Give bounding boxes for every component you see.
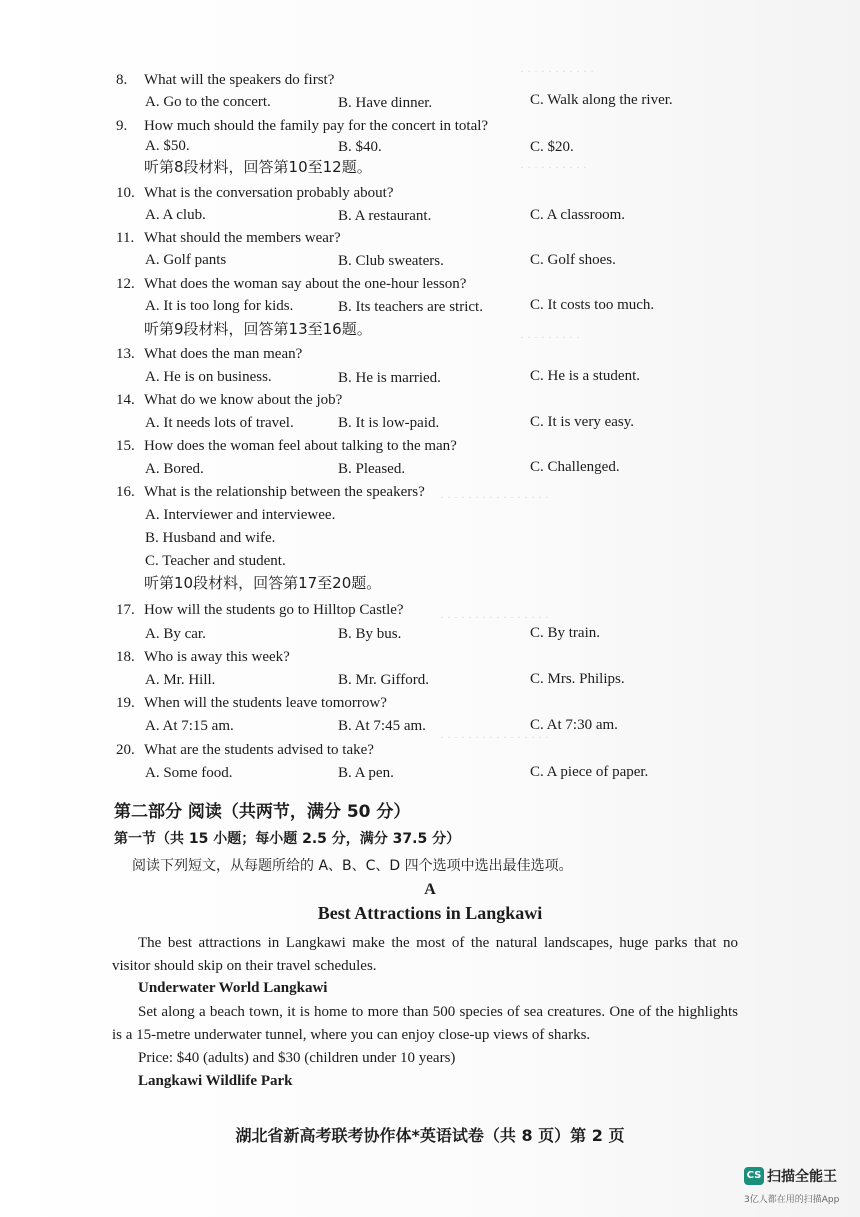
instruction-segment-9: 听第9段材料，回答第13至16题。	[144, 320, 372, 338]
option-b: B. Have dinner.	[338, 95, 433, 111]
option-b: B. Husband and wife.	[145, 530, 276, 546]
option-a: A. Golf pants	[145, 252, 227, 268]
option-b: B. Its teachers are strict.	[338, 299, 483, 315]
question-15: 15. How does the woman feel about talking to the man?	[116, 438, 457, 454]
option-b: B. Mr. Gifford.	[338, 672, 429, 688]
option-b: B. He is married.	[338, 370, 441, 386]
watermark-tagline: 3亿人都在用的扫描App	[744, 1195, 840, 1205]
option-b: B. At 7:45 am.	[338, 718, 426, 734]
option-c: C. It costs too much.	[530, 297, 655, 313]
option-c: C. Golf shoes.	[530, 252, 616, 268]
option-c: C. A classroom.	[530, 207, 626, 223]
passage-title: Best Attractions in Langkawi	[317, 903, 543, 923]
question-10: 10. What is the conversation probably about?	[116, 185, 394, 201]
option-a: A. Go to the concert.	[145, 94, 271, 110]
passage-label: A	[424, 881, 436, 898]
option-a: A. $50.	[145, 138, 190, 154]
bleed-through-text: · · · · · · · · · · · · · · · ·	[440, 730, 549, 744]
option-a: A. It is too long for kids.	[145, 298, 294, 314]
reading-directions: 阅读下列短文，从每题所给的 A、B、C、D 四个选项中选出最佳选项。	[132, 858, 573, 874]
option-c: C. A piece of paper.	[530, 764, 649, 780]
subheading-underwater-world: Underwater World Langkawi	[138, 980, 328, 996]
subheading-wildlife-park: Langkawi Wildlife Park	[138, 1073, 293, 1089]
instruction-segment-8: 听第8段材料，回答第10至12题。	[144, 158, 372, 176]
option-c: C. By train.	[530, 625, 600, 641]
question-9: 9. How much should the family pay for the concert in total?	[116, 118, 489, 134]
option-b: B. A restaurant.	[338, 208, 432, 224]
question-18: 18. Who is away this week?	[116, 649, 290, 665]
option-a: A. He is on business.	[145, 369, 272, 385]
instruction-segment-10: 听第10段材料，回答第17至20题。	[144, 574, 382, 592]
watermark-name: 扫描全能王	[767, 1169, 837, 1185]
camscanner-logo-icon: CS	[744, 1167, 764, 1185]
option-c: C. At 7:30 am.	[530, 717, 618, 733]
option-b: B. Club sweaters.	[338, 253, 444, 269]
underwater-world-description: Set along a beach town, it is home to more than 500 species of sea creatures. One of the highlights is a 15-metre underwater tunnel, where you can enjoy close-up views of sharks.	[112, 1004, 738, 1043]
question-14: 14. What do we know about the job?	[116, 392, 343, 408]
scanner-watermark	[744, 1166, 837, 1186]
bleed-through-text: · · · · · · · · · ·	[520, 160, 587, 174]
question-11: 11. What should the members wear?	[116, 230, 341, 246]
bleed-through-text: · · · · · · · · ·	[520, 330, 580, 344]
question-19: 19. When will the students leave tomorrow?	[116, 695, 387, 711]
bleed-through-text: · · · · · · · · · · · · · · · ·	[440, 490, 549, 504]
option-b: B. It is low-paid.	[338, 415, 440, 431]
option-a: A. A club.	[145, 207, 206, 223]
section-heading: 第一节（共 15 小题；每小题 2.5 分，满分 37.5 分）	[114, 831, 461, 847]
option-c: C. $20.	[530, 139, 574, 155]
option-c: C. Mrs. Philips.	[530, 671, 625, 687]
question-8: 8. What will the speakers do first?	[116, 72, 335, 88]
part-heading: 第二部分 阅读（共两节，满分 50 分）	[114, 802, 411, 822]
option-b: B. By bus.	[338, 626, 402, 642]
question-20: 20. What are the students advised to take?	[116, 742, 374, 758]
option-c: C. Walk along the river.	[530, 92, 673, 108]
option-a: A. Some food.	[145, 765, 233, 781]
question-17: 17. How will the students go to Hilltop Castle?	[116, 602, 404, 618]
option-c: C. Teacher and student.	[145, 553, 286, 569]
bleed-through-text: · · · · · · · · · · ·	[520, 64, 594, 78]
option-a: A. At 7:15 am.	[145, 718, 234, 734]
passage-intro: The best attractions in Langkawi make the most of the natural landscapes, huge parks that no visitor should skip on their travel schedules.	[112, 935, 738, 974]
option-a: A. Mr. Hill.	[145, 672, 216, 688]
option-c: C. He is a student.	[530, 368, 640, 384]
question-16: 16. What is the relationship between the speakers?	[116, 484, 425, 500]
option-a: A. By car.	[145, 626, 206, 642]
option-b: B. A pen.	[338, 765, 394, 781]
option-c: C. Challenged.	[530, 459, 620, 475]
option-a: A. Bored.	[145, 461, 204, 477]
bleed-through-text: · · · · · · · · · · · · · · · ·	[440, 610, 549, 624]
page-footer: 湖北省新高考联考协作体*英语试卷（共 8 页）第 2 页	[235, 1126, 625, 1145]
option-b: B. Pleased.	[338, 461, 406, 477]
underwater-world-price: Price: $40 (adults) and $30 (children under 10 years)	[138, 1050, 456, 1066]
option-a: A. It needs lots of travel.	[145, 415, 294, 431]
option-a: A. Interviewer and interviewee.	[145, 507, 336, 523]
option-b: B. $40.	[338, 139, 382, 155]
question-12: 12. What does the woman say about the one-hour lesson?	[116, 276, 467, 292]
question-13: 13. What does the man mean?	[116, 346, 303, 362]
option-c: C. It is very easy.	[530, 414, 635, 430]
